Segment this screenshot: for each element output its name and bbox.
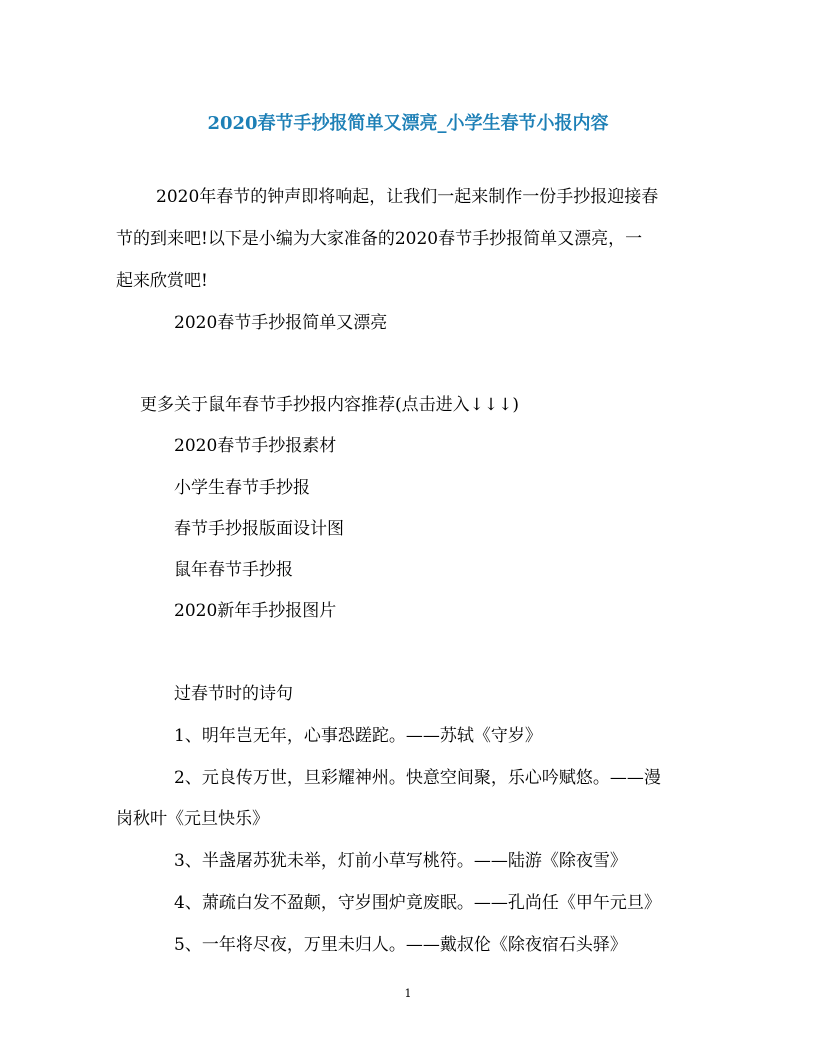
poem-line-1: 1、明年岂无年，心事恐蹉跎。——苏轼《守岁》: [174, 726, 542, 746]
section-heading: 2020春节手抄报简单又漂亮: [174, 313, 388, 333]
poems-heading: 过春节时的诗句: [174, 684, 293, 704]
poem-line-3: 3、半盏屠苏犹未举，灯前小草写桃符。——陆游《除夜雪》: [174, 851, 627, 871]
recommend-link-4[interactable]: 鼠年春节手抄报: [174, 560, 293, 580]
recommend-link-5[interactable]: 2020新年手抄报图片: [174, 601, 337, 621]
recommend-link-3[interactable]: 春节手抄报版面设计图: [174, 519, 344, 539]
poem-line-5: 5、一年将尽夜，万里未归人。——戴叔伦《除夜宿石头驿》: [174, 935, 627, 955]
poem-line-4: 4、萧疏白发不盈颠，守岁围炉竟废眠。——孔尚任《甲午元旦》: [174, 893, 661, 913]
recommend-link-2[interactable]: 小学生春节手抄报: [174, 478, 310, 498]
poem-line-2-cont: 岗秋叶《元旦快乐》: [116, 809, 269, 829]
recommend-heading: 更多关于鼠年春节手抄报内容推荐(点击进入↓↓↓): [140, 395, 519, 415]
page-title: 2020春节手抄报简单又漂亮_小学生春节小报内容: [207, 113, 609, 134]
intro-line-1: 2020年春节的钟声即将响起，让我们一起来制作一份手抄报迎接春: [156, 187, 659, 207]
poem-line-2: 2、元良传万世，旦彩耀神州。快意空间聚，乐心吟赋悠。——漫: [174, 768, 661, 788]
intro-line-2: 节的到来吧!以下是小编为大家准备的2020春节手抄报简单又漂亮，一: [116, 229, 643, 249]
intro-line-3: 起来欣赏吧!: [116, 271, 208, 291]
recommend-link-1[interactable]: 2020春节手抄报素材: [174, 436, 337, 456]
page-number: 1: [404, 987, 412, 1000]
